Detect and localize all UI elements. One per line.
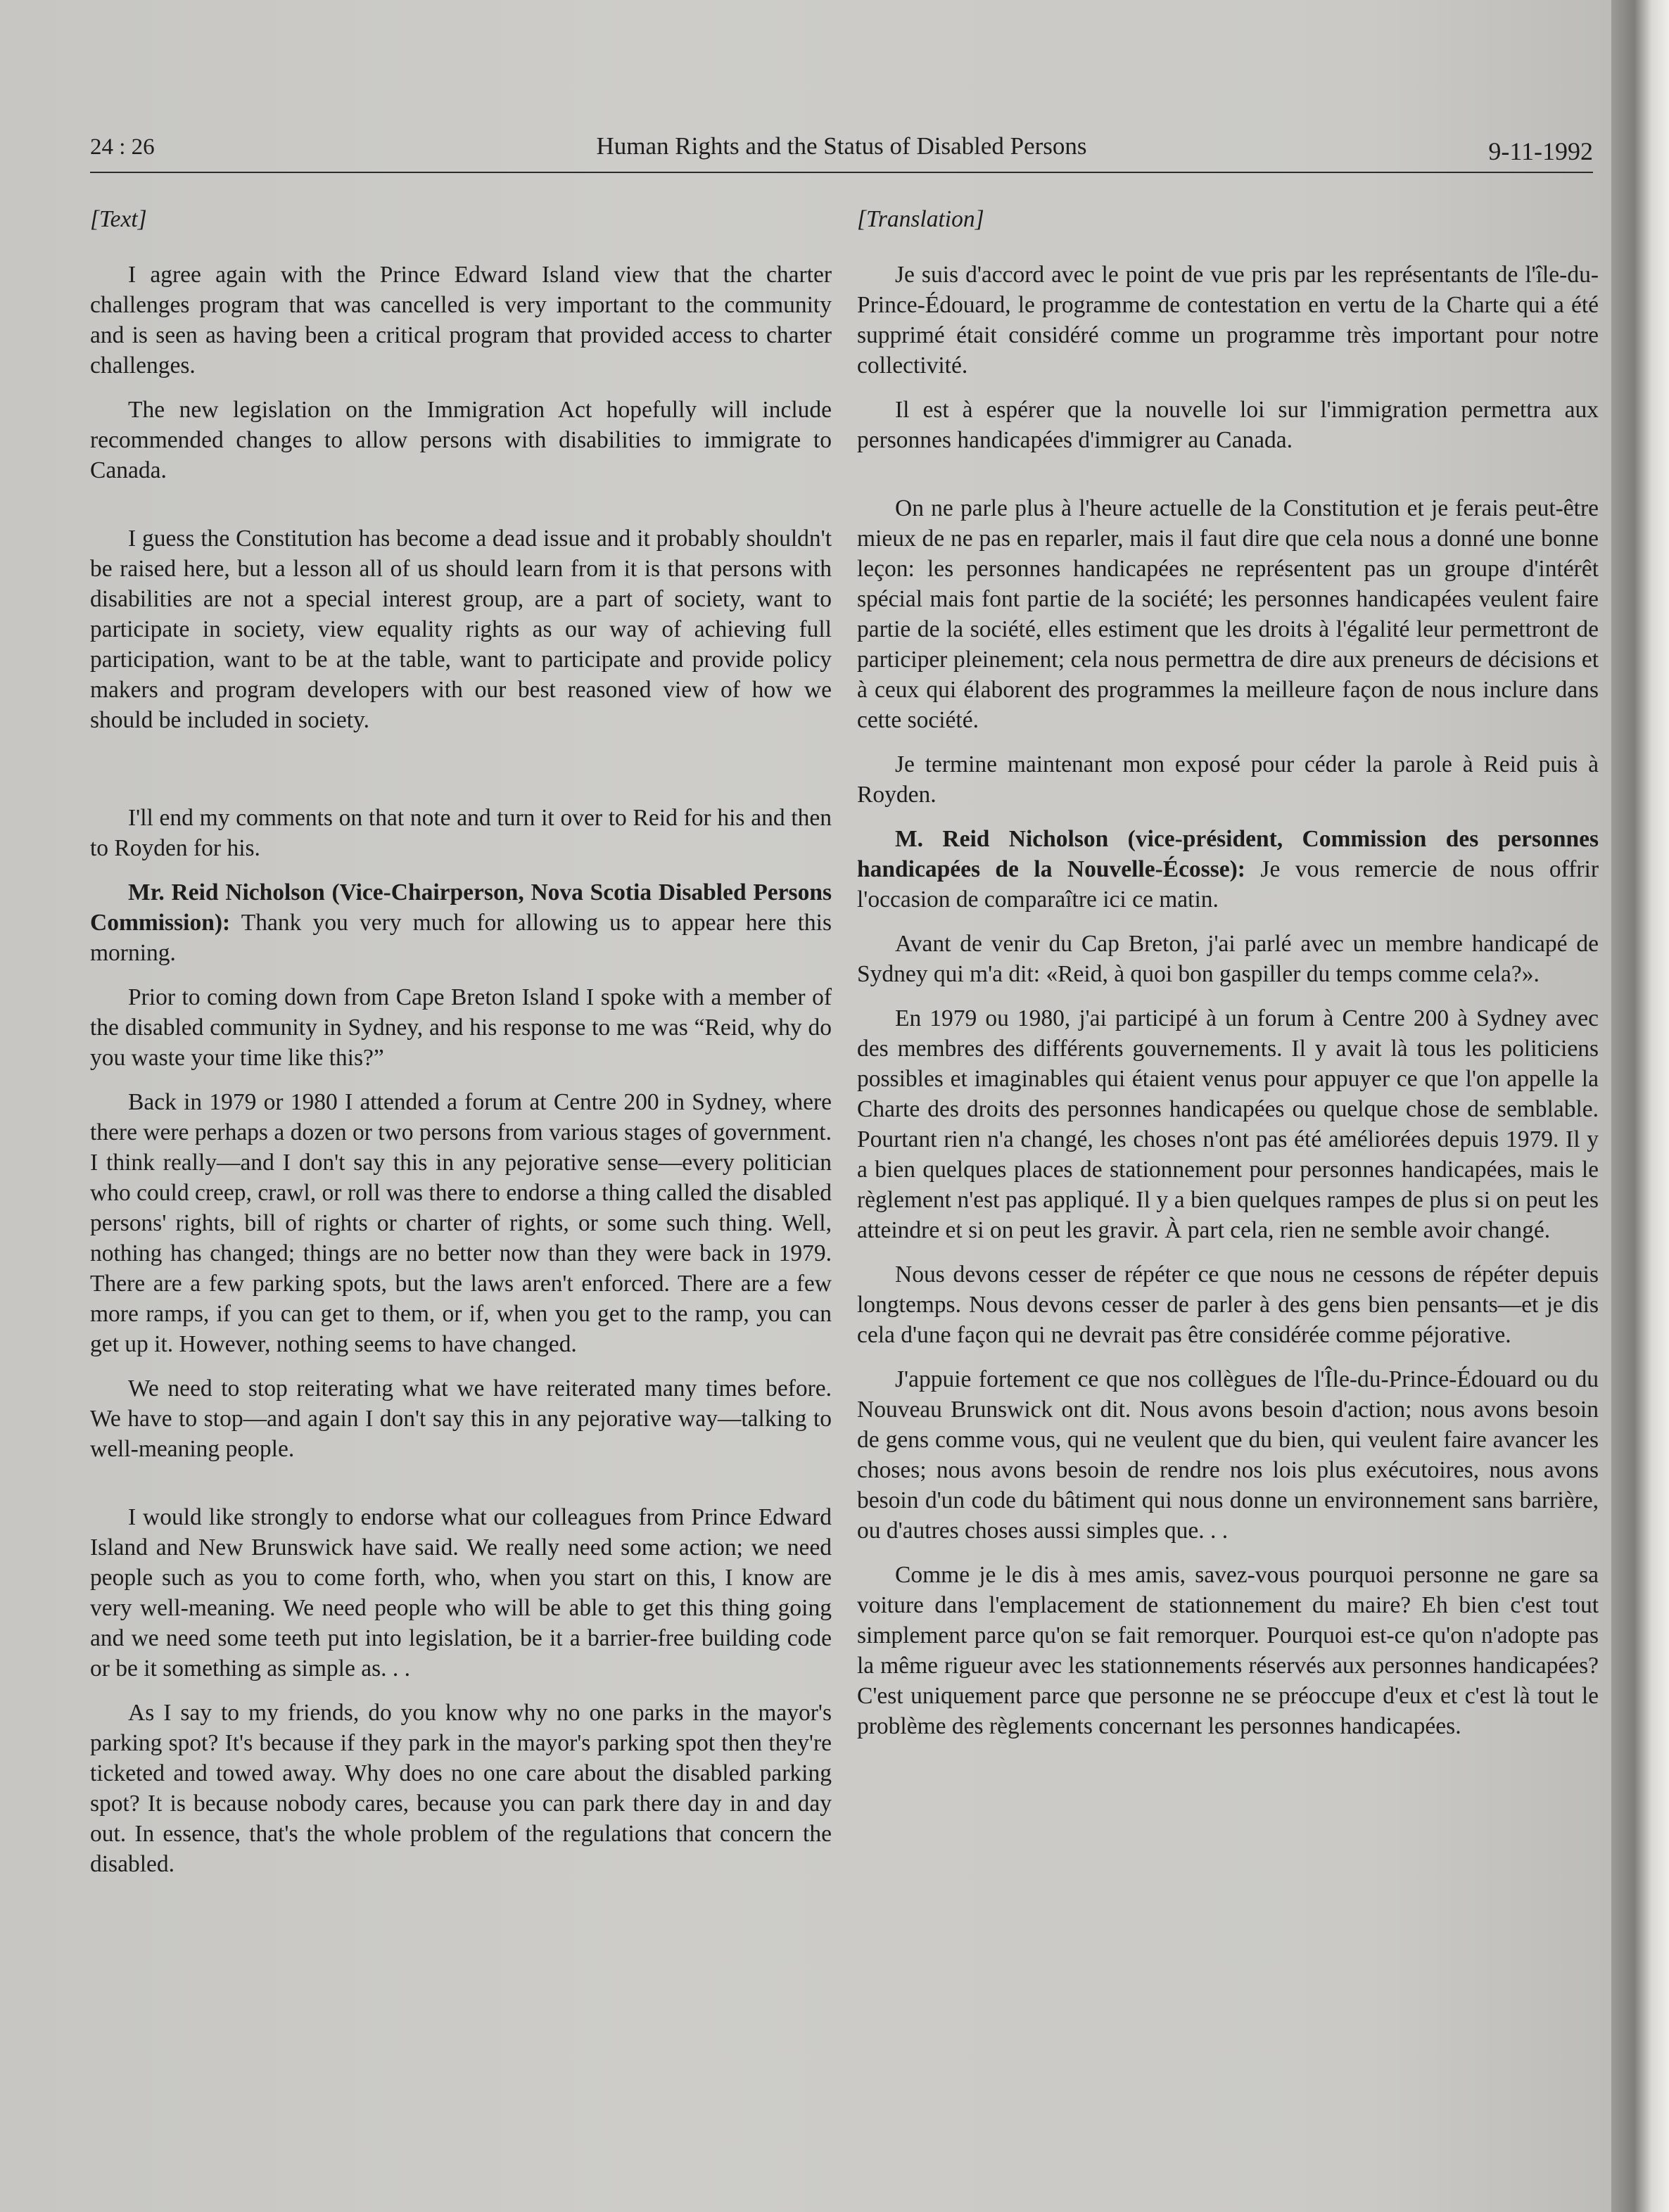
paragraph: Avant de venir du Cap Breton, j'ai parlé avec un membre handicapé de Sydney qui m'a dit: «Reid, à quoi bon gaspiller du temps comme cela?». [857,931,1599,987]
english-column [90,197,832,1893]
book-spine-shadow [1611,0,1669,2212]
paragraph: The new legislation on the Immigration Act hopefully will include recommended changes to allow persons with disabilities to immigrate to Canada. [90,397,832,483]
paragraph: Je suis d'accord avec le point de vue pris par les représentants de l'île-du-Prince-Édouard, le programme de contestation en vertu de la Charte qui a été supprimé était considéré comme un programme très important pour notre collectivité. [857,262,1599,379]
page-number: 24 : 26 [90,134,155,160]
paragraph: We need to stop reiterating what we have reiterated many times before. We have to stop—and again I don't say this in any pejorative way—talking to well-meaning people. [90,1375,832,1462]
speaker-name: M. Reid Nicholson (vice-président, Commission des personnes handicapées de la Nouvelle-Écosse): [857,826,1599,882]
paragraph: En 1979 ou 1980, j'ai participé à un forum à Centre 200 à Sydney avec des membres des différents gouvernements. Il y avait là tous les politiciens possibles et imaginables qui étaient venus pour appuyer ce que l'on appelle la Charte des droits des personnes handicapées ou quelque chose de semblable. Pourtant rien n'a changé, les choses n'ont pas été améliorées depuis 1979. Il y a bien quelques places de stationnement pour personnes handicapées, mais le règlement n'est pas appliqué. Il y a bien quelques rampes de plus si on peut les atteindre et si on peut les gravir. À part cela, rien ne semble avoir changé. [857,1005,1599,1243]
paragraph: Nous devons cesser de répéter ce que nous ne cessons de répéter depuis longtemps. Nous devons cesser de parler à des gens bien pensants—et je dis cela d'une façon qui ne devrait pas être considérée comme péjorative. [857,1261,1599,1348]
paragraph: J'appuie fortement ce que nos collègues de l'Île-du-Prince-Édouard ou du Nouveau Brunswick ont dit. Nous avons besoin d'action; nous avons besoin de gens comme vous, qui ne veulent que du bien, qui veulent faire avancer les choses; nous avons besoin de rendre nos lois plus exécutoires, nous avons besoin d'un code du bâtiment qui nous donne un environnement sans barrière, ou d'autres choses aussi simples que. . . [857,1366,1599,1544]
paragraph: On ne parle plus à l'heure actuelle de la Constitution et je ferais peut-être mieux de ne pas en reparler, mais il faut dire que cela nous a donné une bonne leçon: les personnes handicapées ne représentent pas un groupe d'intérêt spécial mais font partie de la société; les personnes handicapées veulent faire partie de la société, elles estiment que les droits à l'égalité leur permettront de participer pleinement; cela nous permettra de dire aux preneurs de décisions et à ceux qui élaborent des programmes la meilleure façon de nous inclure dans cette société. [857,495,1599,733]
page-header [90,127,1593,166]
speaker-text: Je vous remercie de nous offrir l'occasion de comparaître ici ce matin. [857,856,1599,913]
paragraph: I agree again with the Prince Edward Island view that the charter challenges program that was cancelled is very important to the community and is seen as having been a critical program that provided access to charter challenges. [90,262,832,379]
speaker-paragraph [90,877,832,968]
paragraph: I would like strongly to endorse what our colleagues from Prince Edward Island and New Brunswick have said. We really need some action; we need people such as you to come forth, who, when you start on this, I know are very well-meaning. We need people who will be able to get this thing going and we need some teeth put into legislation, be it a barrier-free building code or be it something as simple as. . . [90,1504,832,1682]
paragraph: Prior to coming down from Cape Breton Island I spoke with a member of the disabled community in Sydney, and his response to me was “Reid, why do you waste your time like this?” [90,984,832,1071]
speaker-text: Thank you very much for allowing us to appear here this morning. [90,910,832,966]
translation-tag: [Translation] [857,206,984,232]
paragraph: I'll end my comments on that note and turn it over to Reid for his and then to Royden for his. [90,805,832,861]
header-rule [90,172,1593,173]
french-column [857,197,1599,1755]
speaker-name: Mr. Reid Nicholson (Vice-Chairperson, Nova Scotia Disabled Persons Commission): [90,879,832,936]
paragraph: Comme je le dis à mes amis, savez-vous pourquoi personne ne gare sa voiture dans l'emplacement de stationnement du maire? Eh bien c'est tout simplement parce qu'on se fait remorquer. Pourquoi est-ce qu'on n'adopte pas la même rigueur avec les stationnements réservés aux personnes handicapées? C'est uniquement parce que personne ne se préoccupe d'eux et c'est là tout le problème des règlements concernant les personnes handicapées. [857,1562,1599,1739]
paragraph: Je termine maintenant mon exposé pour céder la parole à Reid puis à Royden. [857,751,1599,808]
paragraph: Il est à espérer que la nouvelle loi sur l'immigration permettra aux personnes handicapées d'immigrer au Canada. [857,397,1599,453]
paragraph: I guess the Constitution has become a dead issue and it probably shouldn't be raised here, but a lesson all of us should learn from it is that persons with disabilities are not a special interest group, are a part of society, want to participate in society, view equality rights as our way of achieving full participation, want to be at the table, want to participate and provide policy makers and program developers with our best reasoned view of how we should be included in society. [90,526,832,733]
paragraph: As I say to my friends, do you know why no one parks in the mayor's parking spot? It's because if they park in the mayor's parking spot then they're ticketed and towed away. Why does no one care about the disabled parking spot? It is because nobody cares, because you can park there day in and day out. In essence, that's the whole problem of the regulations that concern the disabled. [90,1700,832,1877]
text-tag: [Text] [90,206,147,232]
speaker-paragraph [857,824,1599,915]
page-date: 9-11-1992 [1488,137,1593,165]
running-title: Human Rights and the Status of Disabled Persons [596,132,1087,160]
paragraph: Back in 1979 or 1980 I attended a forum at Centre 200 in Sydney, where there were perhaps a dozen or two persons from various stages of government. I think really—and I don't say this in any pejorative sense—every politician who could creep, crawl, or roll was there to endorse a thing called the disabled persons' rights, bill of rights or charter of rights, or some such thing. Well, nothing has changed; things are no better now than they were back in 1979. There are a few parking spots, but the laws aren't enforced. There are a few more ramps, if you can get to them, or if, when you get to the ramp, you can get up it. However, nothing seems to have changed. [90,1089,832,1357]
